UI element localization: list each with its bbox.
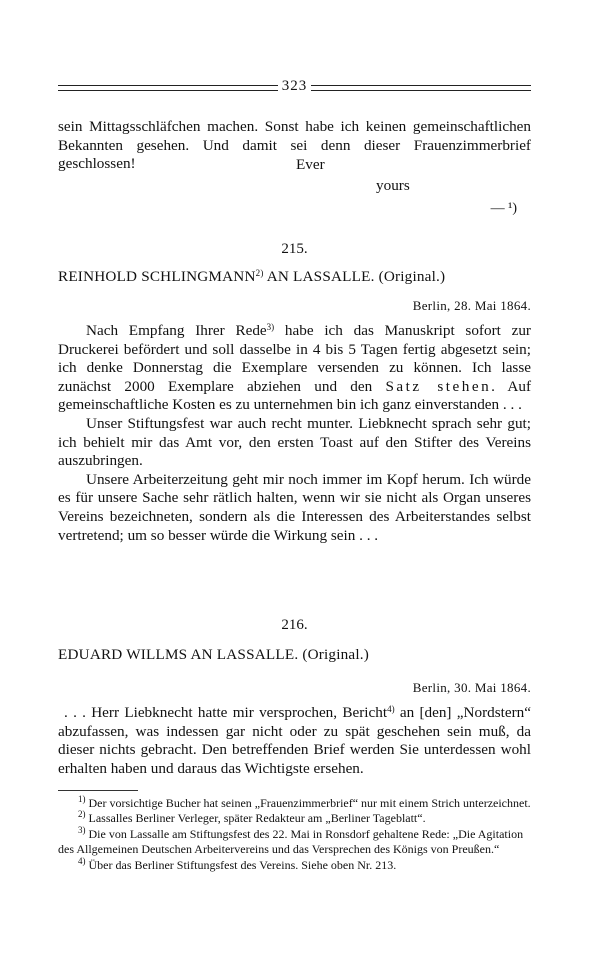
- letter-216-body: [58, 704, 531, 778]
- text-run: Nach Empfang Ihrer Rede: [86, 322, 267, 339]
- footnote-text: Lassalles Berliner Verleger, später Redakteur am „Berliner Tageblatt“.: [85, 811, 426, 826]
- signature-dash: — ¹): [490, 201, 517, 216]
- heading-sender: REINHOLD SCHLINGMANN: [58, 268, 256, 285]
- footnote-3: [58, 824, 531, 858]
- footnote-mark: 3): [78, 824, 86, 835]
- heading-rest: AN LASSALLE. (Original.): [263, 268, 446, 285]
- dateline-215: Berlin, 28. Mai 1864.: [412, 298, 531, 313]
- letter-215-paragraph-3: Unsere Arbeiterzeitung geht mir noch immer im Kopf herum. Ich würde es für unsere Sache sehr rätlich halten, wenn wir sie nicht als Organ unseres Vereins bezeichneten, sondern als die Interessen des Arbeiterstandes selbst vertretend; um so besser würde die Wirkung sein . . .: [58, 470, 531, 544]
- page-number: 323: [281, 78, 308, 94]
- intro-paragraph-block: [58, 118, 531, 174]
- footnote-mark: 1): [78, 794, 86, 804]
- signature-ever: Ever: [296, 156, 325, 173]
- footnotes: [58, 796, 531, 873]
- letter-number-216: 216.: [281, 617, 308, 633]
- letter-216-paragraph-1: [58, 704, 531, 778]
- letter-number-215: 215.: [281, 241, 308, 257]
- spaced-emphasis: Satz stehen: [385, 377, 492, 395]
- text-run: an [den] „Nordstern“ abzufassen, was indessen gar nicht oder zu spät geschehen sein muß, da dieser nichts gebracht. Den betreffenden Brief werden Sie unterdessen wohl erhalten haben und daraus das Wichtigste ersehen.: [58, 704, 531, 777]
- footnote-ref-2: 2): [255, 268, 264, 278]
- signature-yours: yours: [376, 177, 410, 194]
- footnote-text: Die von Lassalle am Stiftungsfest des 22. Mai in Ronsdorf gehaltene Rede: „Die Agitation des Allgemeinen Deutschen Arbeitervereins und das Versprechen des Königs von Preußen.“: [58, 826, 524, 857]
- footnote-mark: 2): [78, 809, 86, 820]
- letter-heading-215: [58, 268, 531, 286]
- letter-heading-216: EDUARD WILLMS AN LASSALLE. (Original.): [58, 646, 370, 663]
- text-run: . . . Herr Liebknecht hatte mir versprochen, Bericht: [64, 704, 388, 721]
- footnote-ref-3: 3): [266, 322, 275, 332]
- dateline-216: Berlin, 30. Mai 1864.: [412, 680, 531, 695]
- footnote-ref-4: 4): [387, 704, 395, 714]
- letter-215-body: [58, 322, 531, 545]
- text-run: habe ich das Manuskript sofort zur Druckerei befördert und soll dasselbe in 4 bis 5 Tagen fertig abgesetzt sein; ich denke Donnerstag die Exemplare versenden zu können. Ich lasse zunächst 2000 Exemplare abziehen und den: [58, 322, 531, 395]
- letter-215-paragraph-1: [58, 322, 531, 415]
- footnote-text: Der vorsichtige Bucher hat seinen „Frauenzimmerbrief“ nur mit einem Strich unterzeichnet.: [85, 796, 531, 810]
- footnote-mark: 4): [78, 855, 86, 866]
- footnote-1: [58, 796, 531, 811]
- footnote-2: [58, 811, 531, 826]
- letter-215-paragraph-2: Unser Stiftungsfest war auch recht munter. Liebknecht sprach sehr gut; ich behielt mir das Amt vor, den ersten Toast auf den Stifter des Vereins auszubringen.: [58, 414, 531, 470]
- footnote-4: [58, 855, 531, 873]
- page-header: [58, 78, 531, 98]
- header-rule-right: [311, 85, 531, 91]
- text-run: . Auf gemeinschaftliche Kosten es zu unternehmen bin ich ganz einverstanden . . .: [58, 377, 531, 414]
- intro-paragraph: sein Mittagsschläfchen machen. Sonst habe ich keinen gemeinschaftlichen Bekannten gesehen. Und damit sei denn dieser Frauenzimmerbrief geschlossen!: [58, 118, 531, 173]
- footnote-rule: [58, 790, 138, 791]
- footnote-text: Über das Berliner Stiftungsfest des Vereins. Siehe oben Nr. 213.: [85, 857, 397, 872]
